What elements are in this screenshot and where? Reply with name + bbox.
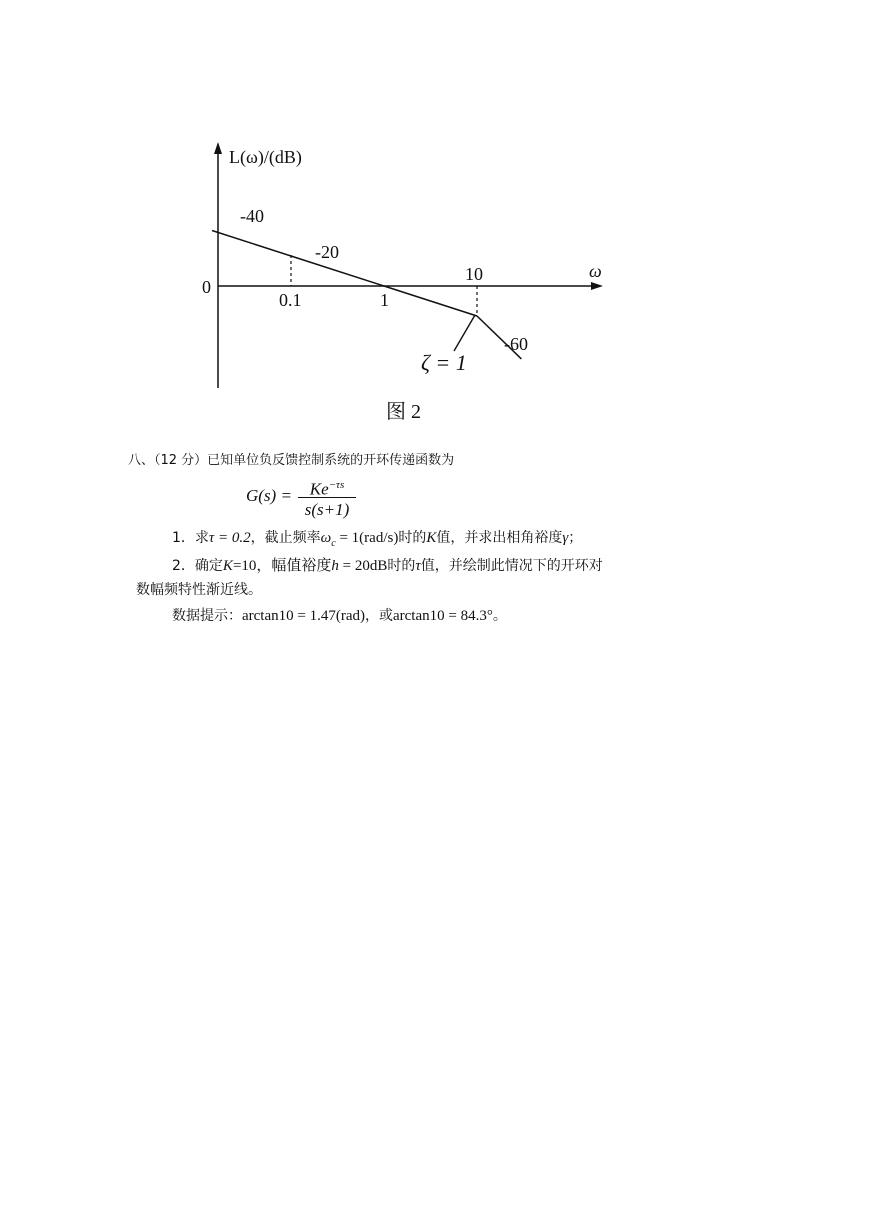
question-1: 1．求τ = 0.2，截止频率$\omega_c = 1(rad/s)$时的K值，并求出相角裕度γ； bbox=[172, 530, 583, 549]
asymptote-segment-3 bbox=[384, 286, 477, 316]
question-2: 2．确定K=10，幅值裕度h = 20dB时的τ值，并绘制此情况下的开环对 bbox=[172, 558, 603, 574]
formula-lhs: G(s) = bbox=[246, 486, 292, 505]
asymptote-segment-1 bbox=[212, 231, 291, 256]
asymptote-plot bbox=[212, 231, 521, 359]
formula-numerator: $Ke^{-\tau s}$ bbox=[309, 479, 345, 499]
zeta-pointer bbox=[454, 315, 475, 351]
question-2-cont: 数幅频特性渐近线。 bbox=[136, 582, 262, 598]
y-axis-arrow bbox=[214, 142, 222, 154]
bode-asymptote-figure bbox=[0, 0, 869, 430]
tick-label-0.1: 0.1 bbox=[279, 290, 302, 310]
zeta-label: ζ = 1 bbox=[421, 350, 467, 375]
slope-label-minus40: -40 bbox=[240, 206, 264, 226]
slope-label-minus20: -20 bbox=[315, 242, 339, 262]
figure-caption: 图 2 bbox=[386, 401, 421, 423]
y-axis-label: L(ω)/(dB) bbox=[229, 147, 302, 167]
formula-fraction bbox=[298, 474, 356, 521]
tick-label-1: 1 bbox=[380, 290, 389, 310]
x-axis-label: ω bbox=[589, 261, 602, 281]
formula-denominator: s(s+1) bbox=[304, 500, 350, 519]
tick-label-10: 10 bbox=[465, 264, 483, 284]
slope-label-minus60: -60 bbox=[504, 334, 528, 354]
x-axis-arrow bbox=[591, 282, 603, 290]
origin-label: 0 bbox=[202, 277, 211, 297]
data-hint: 数据提示：arctan10 = 1.47(rad)，或arctan10 = 84.3°。 bbox=[172, 608, 507, 624]
problem-header: 八、（12 分）已知单位负反馈控制系统的开环传递函数为 bbox=[128, 453, 455, 468]
